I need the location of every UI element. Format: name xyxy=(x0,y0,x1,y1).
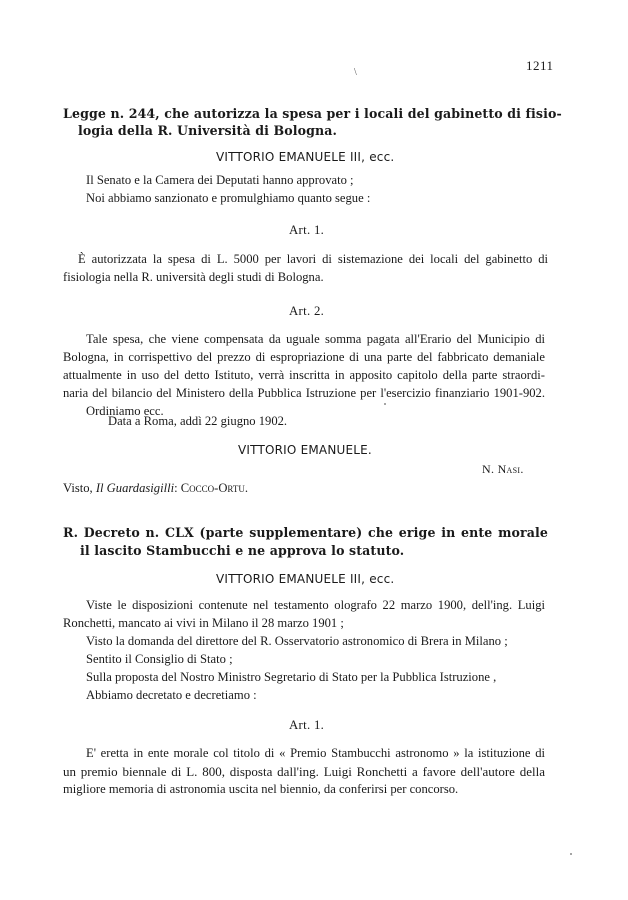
article-2-line-4: naria del bilancio del Ministero della Pubblica Istruzione per l'esercizio finanziario 1901-902. xyxy=(63,386,545,400)
decree-heading-line-1: R. Decreto n. CLX (parte supplementare) che erige in ente morale xyxy=(63,525,548,540)
page-number: 1211 xyxy=(526,58,554,73)
decree-line-6: Abbiamo decretato e decretiamo : xyxy=(86,688,257,702)
king-signature: VITTORIO EMANUELE. xyxy=(238,443,372,457)
decree-line-5: Sulla proposta del Nostro Ministro Segretario di Stato per la Pubblica Istruzione , xyxy=(86,670,497,684)
article-1-line-1: È autorizzata la spesa di L. 5000 per lavori di sistemazione dei locali del gabinetto di xyxy=(78,252,548,266)
sovereign-title: VITTORIO EMANUELE III, ecc. xyxy=(216,150,395,164)
scan-speck xyxy=(384,403,386,405)
decree-article-1-line-2: un premio biennale di L. 800, disposta dall'ing. Luigi Ronchetti a favore dell'autore della xyxy=(63,764,545,779)
article-title: Art. 2. xyxy=(289,304,325,318)
scan-speck xyxy=(570,853,572,855)
minister-signature: N. Nasi. xyxy=(482,462,524,476)
article-2-line-2: Bologna, in corrispettivo del prezzo di espropriazione di una parte del fabbricato demaniale xyxy=(63,350,545,364)
decree-article-1-line-3: migliore memoria di astronomia uscita nel biennio, da conferirsi per concorso. xyxy=(63,782,459,796)
top-mark: \ xyxy=(354,67,357,78)
visto-name: : Cocco-Ortu. xyxy=(174,481,249,495)
article-title: Art. 1. xyxy=(289,718,325,732)
article-2-line-1: Tale spesa, che viene compensata da uguale somma pagata all'Erario del Municipio di xyxy=(86,332,545,346)
visto-line xyxy=(63,481,248,496)
ordiniamo-line: Ordiniamo ecc. xyxy=(86,404,164,418)
visto-title: Il Guardasigilli xyxy=(95,481,175,495)
law-heading-line-1: Legge n. 244, che autorizza la spesa per i locali del gabinetto di fisio- xyxy=(63,106,562,121)
decree-heading-line-2: il lascito Stambucchi e ne approva lo statuto. xyxy=(80,543,405,558)
decree-article-1-line-1: E' eretta in ente morale col titolo di « Premio Stambucchi astronomo » la istituzione di xyxy=(86,746,545,760)
preamble-line-1: Il Senato e la Camera dei Deputati hanno approvato ; xyxy=(86,173,354,187)
decree-line-1: Viste le disposizioni contenute nel testamento olografo 22 marzo 1900, dell'ing. Luigi xyxy=(86,598,545,612)
sovereign-title: VITTORIO EMANUELE III, ecc. xyxy=(216,572,395,586)
article-title: Art. 1. xyxy=(289,223,325,237)
decree-line-3: Visto la domanda del direttore del R. Osservatorio astronomico di Brera in Milano ; xyxy=(86,634,508,648)
article-1-line-2: fisiologia nella R. università degli studi di Bologna. xyxy=(63,270,324,284)
visto-prefix: Visto, xyxy=(63,481,96,495)
decree-line-4: Sentito il Consiglio di Stato ; xyxy=(86,652,233,666)
date-line: Data a Roma, addì 22 giugno 1902. xyxy=(108,414,288,428)
law-heading-line-2: logia della R. Università di Bologna. xyxy=(78,123,338,138)
preamble-line-2: Noi abbiamo sanzionato e promulghiamo quanto segue : xyxy=(86,191,371,205)
decree-line-2: Ronchetti, mancato ai vivi in Milano il 28 marzo 1901 ; xyxy=(63,616,344,630)
article-2-line-3: attualmente in uso del detto Istituto, verrà inscritta in apposito capitolo della parte straordi- xyxy=(63,368,545,382)
